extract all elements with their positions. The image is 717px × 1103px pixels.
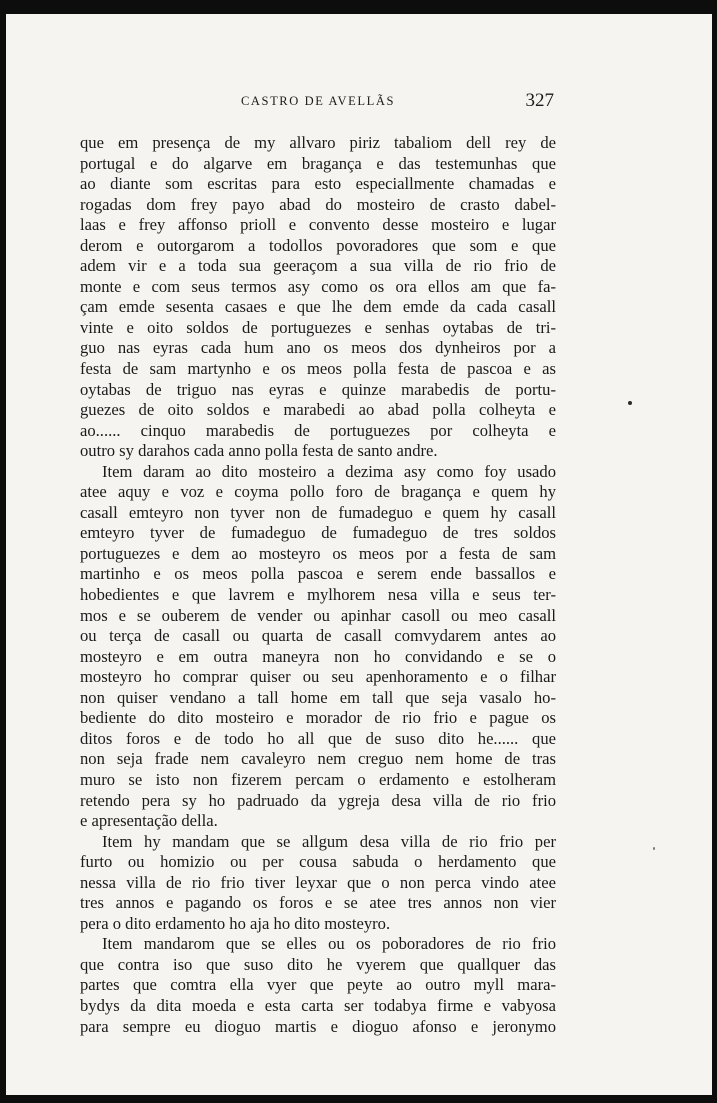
text-line: bediente do dito mosteiro e morador de rio frio e pague os	[80, 708, 556, 728]
page-number: 327	[525, 90, 554, 111]
text-line: nessa villa de rio frio tiver leyxar que o non perca vindo atee	[80, 872, 556, 892]
text-line: guezes de oito soldos e marabedi ao abad polla colheyta e	[80, 400, 556, 420]
text-line: rogadas dom frey payo abad do mosteiro de crasto dabel-	[80, 194, 556, 214]
ink-speck	[628, 401, 632, 405]
scan-border-bottom	[0, 1095, 717, 1103]
scan-border-left	[0, 0, 6, 1103]
text-line: oytabas de triguo nas eyras e quinze marabedis de portu-	[80, 379, 556, 399]
text-line: adem vir e a toda sua geeraçom a sua villa de rio frio de	[80, 256, 556, 276]
scan-border-top	[0, 0, 717, 14]
text-line: ou terça de casall ou quarta de casall comvydarem antes ao	[80, 626, 556, 646]
text-line: emteyro tyver de fumadeguo de fumadeguo de tres soldos	[80, 523, 556, 543]
text-line: guo nas eyras cada hum ano os meos dos dynheiros por a	[80, 338, 556, 358]
text-line: que em presença de my allvaro piriz tabaliom dell rey de	[80, 133, 556, 152]
text-line: ao...... cinquo marabedis de portuguezes por colheyta e	[80, 420, 556, 440]
paragraph-end-line: pera o dito erdamento ho aja ho dito mosteyro.	[80, 913, 391, 933]
text-line: para sempre eu dioguo martis e dioguo afonso e jeronymo	[80, 1016, 556, 1036]
text-line: portugal e do algarve em bragança e das testemunhas que	[80, 153, 556, 173]
text-line: martinho e os meos polla pascoa e serem ende bassallos e	[80, 564, 556, 584]
text-line: furto ou homizio ou per cousa sabuda o herdamento que	[80, 852, 556, 872]
text-line: mosteyro e em outra maneyra non ho convidando e se o	[80, 646, 556, 666]
text-line: muro se isto non fizerem percam o erdamento e estolheram	[80, 769, 556, 789]
text-line: que contra iso que suso dito he vyerem que quallquer das	[80, 954, 556, 974]
paragraph-start-line: Item daram ao dito mosteiro a dezima asy como foy usado	[102, 461, 556, 481]
scan-border-right	[712, 0, 717, 1103]
text-line: bydys da dita moeda e esta carta ser todabya firme e vabyosa	[80, 995, 556, 1015]
paragraph-start-line: Item mandarom que se elles ou os poboradores de rio frio	[102, 934, 556, 954]
text-line: monte e com seus termos asy como os ora ellos am que fa-	[80, 276, 556, 296]
paragraph-start-line: Item hy mandam que se allgum desa villa de rio frio per	[102, 831, 556, 851]
text-line: çam emde sesenta casaes e que lhe dem emde da cada casall	[80, 297, 556, 317]
text-line: partes que comtra ella vyer que peyte ao outro myll mara-	[80, 975, 556, 995]
text-line: non quiser vendano a tall home em tall que seja vasalo ho-	[80, 687, 556, 707]
text-line: festa de sam martynho e os meos polla festa de pascoa e as	[80, 359, 556, 379]
text-line: ditos foros e de todo ho all que de suso dito he...... que	[80, 728, 556, 748]
text-line: vinte e oito soldos de portuguezes e senhas oytabas de tri-	[80, 317, 556, 337]
text-line: casall emteyro non tyver non de fumadeguo e quem hy casall	[80, 502, 556, 522]
paragraph-end-line: e apresentação della.	[80, 811, 218, 831]
ink-speck	[653, 847, 655, 850]
text-line: laas e frey affonso prioll e convento desse mosteiro e lugar	[80, 215, 556, 235]
text-line: non seja frade nem cavaleyro nem creguo nem home de tras	[80, 749, 556, 769]
body-text	[80, 133, 556, 1037]
text-line: ao diante som escritas para esto especiallmente chamadas e	[80, 174, 556, 194]
text-line: portuguezes e dem ao mosteyro os meos por a festa de sam	[80, 543, 556, 563]
text-line: mosteyro ho comprar quiser ou seu apenhoramento e o filhar	[80, 667, 556, 687]
paragraph-end-line: outro sy darahos cada anno polla festa de santo andre.	[80, 441, 438, 461]
text-line: mos e se ouberem de vender ou apinhar casoll ou meo casall	[80, 605, 556, 625]
running-title: CASTRO DE AVELLÃS	[240, 94, 396, 108]
text-line: derom e outorgarom a todollos povoradores que som e que	[80, 235, 556, 255]
text-line: retendo pera sy ho padruado da ygreja desa villa de rio frio	[80, 790, 556, 810]
running-head	[80, 90, 556, 112]
text-line: hobedientes e que lavrem e mylhorem nesa villa e seus ter-	[80, 585, 556, 605]
text-line: tres annos e pagando os foros e se atee tres annos non vier	[80, 893, 556, 913]
text-line: atee aquy e voz e coyma pollo foro de bragança e quem hy	[80, 482, 556, 502]
